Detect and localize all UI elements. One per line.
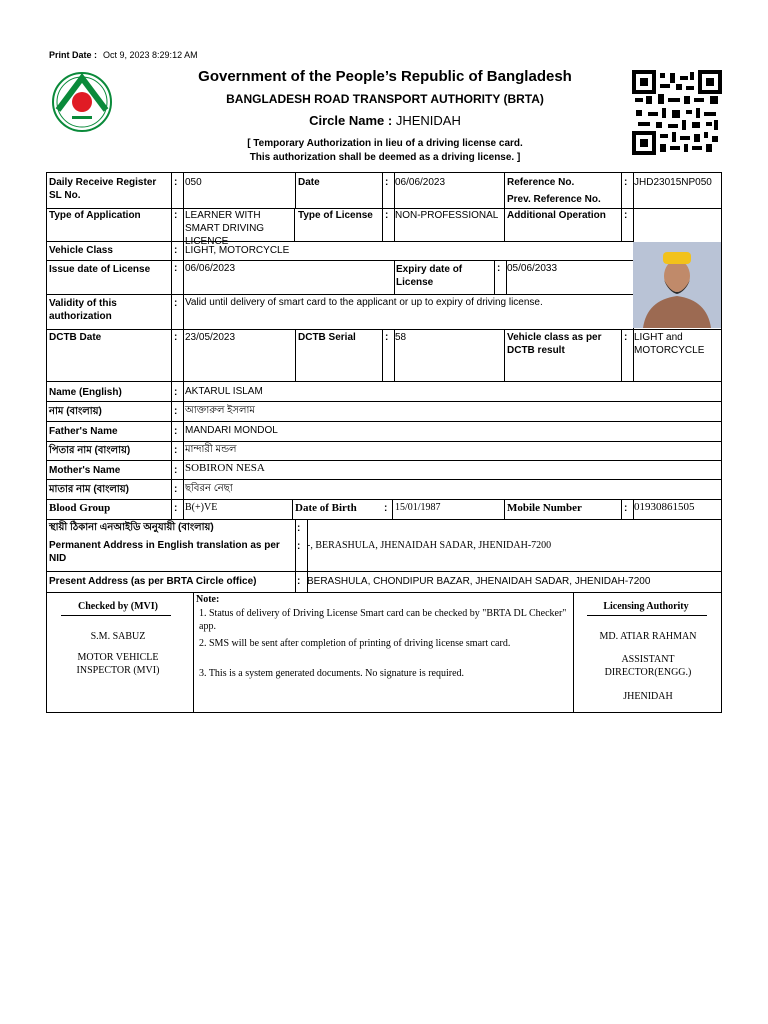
colon: : (174, 332, 178, 343)
value-blood-group: B(+)VE (185, 502, 218, 513)
colon: : (174, 210, 178, 221)
checked-by-title: Checked by (MVI) (78, 601, 158, 612)
colon: : (624, 332, 628, 343)
colon: : (174, 426, 178, 437)
note-item-3: 3. This is a system generated documents. No signature is required. (199, 668, 465, 679)
colon: : (297, 576, 301, 587)
value-vehicle-class: LIGHT, MOTORCYCLE (185, 245, 290, 256)
label-mothers-name-bangla: মাতার নাম (বাংলায়) (49, 484, 130, 495)
label-name-english: Name (English) (49, 387, 122, 398)
colon: : (385, 210, 389, 221)
gov-title: Government of the People’s Republic of Bangladesh (198, 68, 572, 85)
label-daily-receive: Daily Receive Register SL No. (49, 177, 157, 201)
label-reference-no: Reference No. (507, 177, 575, 188)
brta-logo-icon (50, 72, 114, 132)
authority-name: MD. ATIAR RAHMAN (599, 631, 697, 642)
note-item-1: 1. Status of delivery of Driving License Smart card can be checked by "BRTA DL Checker" app. (199, 608, 567, 632)
value-mothers-name-bangla: ছবিরন নেছা (185, 483, 233, 494)
value-perm-addr-english: -, BERASHULA, JHENAIDAH SADAR, JHENIDAH-7200 (307, 540, 552, 551)
label-perm-addr-bangla: স্থায়ী ঠিকানা এনআইডি অনুযায়ী (বাংলায়) (49, 522, 214, 533)
label-dob: Date of Birth (295, 502, 357, 514)
applicant-photo (633, 242, 721, 328)
temp-note-2: This authorization shall be deemed as a driving license. ] (249, 152, 521, 163)
note-title: Note: (196, 594, 220, 605)
checked-by-name: S.M. SABUZ (90, 631, 146, 642)
label-mothers-name: Mother's Name (49, 465, 121, 476)
circle-name: Circle Name : JHENIDAH (309, 113, 461, 128)
value-mobile: 01930861505 (634, 501, 695, 513)
label-mobile: Mobile Number (507, 502, 582, 514)
label-additional-operation: Additional Operation (507, 210, 606, 221)
value-dctb-date: 23/05/2023 (185, 332, 236, 343)
colon: : (497, 263, 501, 274)
value-issue-date: 06/06/2023 (185, 263, 236, 274)
colon: : (385, 332, 389, 343)
value-validity: Valid until delivery of smart card to the applicant or up to expiry of driving license. (185, 297, 543, 308)
value-reference-no: JHD23015NP050 (634, 177, 712, 188)
note-item-2: 2. SMS will be sent after completion of printing of driving license smart card. (199, 638, 511, 649)
label-vehicle-class: Vehicle Class (49, 245, 113, 256)
label-validity: Validity of this authorization (49, 298, 117, 322)
label-present-addr: Present Address (as per BRTA Circle office) (49, 576, 257, 587)
colon: : (174, 406, 178, 417)
label-fathers-name-bangla: পিতার নাম (বাংলায়) (49, 445, 131, 456)
checked-by-role: MOTOR VEHICLE INSPECTOR (MVI) (76, 652, 160, 676)
colon: : (174, 465, 178, 476)
colon: : (174, 298, 178, 309)
value-expiry-date: 05/06/2033 (507, 263, 558, 274)
value-date: 06/06/2023 (395, 177, 446, 188)
colon: : (384, 503, 388, 514)
qr-code-icon (632, 70, 722, 155)
label-fathers-name: Father's Name (49, 426, 118, 437)
colon: : (174, 445, 178, 456)
label-expiry-date: Expiry date of License (396, 264, 463, 288)
colon: : (174, 177, 178, 188)
colon: : (174, 503, 178, 514)
label-prev-reference-no: Prev. Reference No. (507, 194, 601, 205)
authority-place: JHENIDAH (623, 691, 673, 702)
label-perm-addr-english: Permanent Address in English translation as per NID (49, 540, 280, 564)
temp-note-1: [ Temporary Authorization in lieu of a driving license card. (247, 138, 523, 149)
value-dctb-serial: 58 (395, 332, 407, 343)
label-dctb-serial: DCTB Serial (298, 332, 356, 343)
value-present-addr: BERASHULA, CHONDIPUR BAZAR, JHENAIDAH SADAR, JHENIDAH-7200 (307, 576, 651, 587)
colon: : (624, 177, 628, 188)
colon: : (624, 503, 628, 514)
value-fathers-name-bangla: মান্দারী মন্ডল (185, 444, 237, 455)
colon: : (174, 245, 178, 256)
value-dob: 15/01/1987 (395, 502, 441, 513)
label-blood-group: Blood Group (49, 502, 111, 514)
label-type-application: Type of Application (49, 210, 141, 221)
value-type-license: NON-PROFESSIONAL (395, 210, 499, 221)
colon: : (297, 541, 301, 552)
value-vehicle-class-dctb: LIGHT and MOTORCYCLE (634, 332, 705, 356)
colon: : (624, 210, 628, 221)
value-type-application: LEARNER WITH SMART DRIVING LICENCE (185, 210, 265, 247)
label-issue-date: Issue date of License (49, 264, 151, 275)
print-date: Print Date : Oct 9, 2023 8:29:12 AM (49, 50, 198, 60)
circle-value: JHENIDAH (395, 113, 461, 128)
authority-role: ASSISTANT DIRECTOR(ENGG.) (604, 654, 692, 678)
value-name-english: AKTARUL ISLAM (185, 386, 263, 397)
value-name-bangla: আক্তারুল ইসলাম (185, 405, 255, 416)
value-daily-receive: 050 (185, 177, 202, 188)
label-dctb-date: DCTB Date (49, 332, 102, 343)
colon: : (174, 484, 178, 495)
colon: : (174, 387, 178, 398)
value-mothers-name: SOBIRON NESA (185, 462, 265, 474)
label-vehicle-class-dctb: Vehicle class as per DCTB result (507, 332, 602, 356)
value-fathers-name: MANDARI MONDOL (185, 425, 278, 436)
colon: : (174, 263, 178, 274)
authority-title: Licensing Authority (603, 601, 689, 612)
label-date: Date (298, 177, 320, 188)
colon: : (297, 523, 301, 534)
authority-title: BANGLADESH ROAD TRANSPORT AUTHORITY (BRTA) (226, 92, 544, 106)
label-name-bangla: নাম (বাংলায়) (49, 406, 102, 417)
colon: : (385, 177, 389, 188)
label-type-license: Type of License (298, 210, 373, 221)
